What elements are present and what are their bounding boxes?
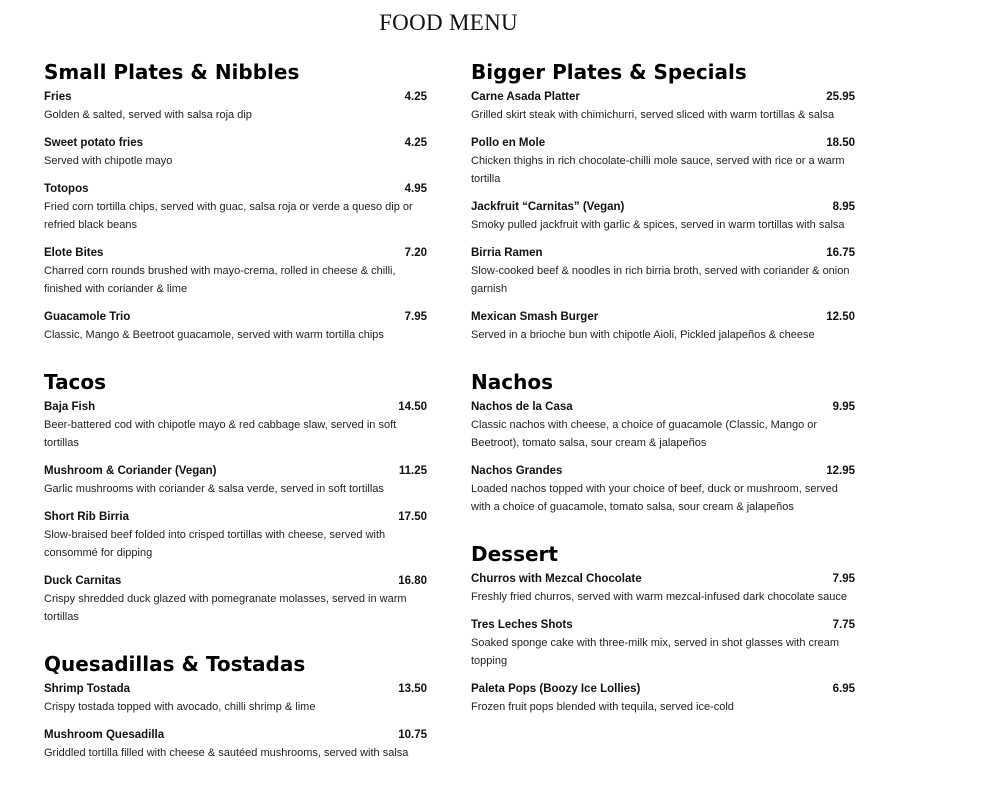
menu-item [471, 570, 855, 606]
menu-item-header [471, 198, 855, 216]
section-title: Dessert [471, 542, 558, 566]
menu-item-price: 7.75 [832, 619, 855, 631]
menu-item-price: 13.50 [398, 683, 427, 695]
menu-item-price: 16.75 [826, 247, 855, 259]
menu-item-name: Nachos de la Casa [471, 401, 573, 413]
menu-item-name: Guacamole Trio [44, 311, 131, 323]
menu-item-description: Freshly fried churros, served with warm mezcal-infused dark chocolate sauce [471, 591, 847, 603]
menu-item [471, 462, 855, 516]
menu-item-description: Loaded nachos topped with your choice of beef, duck or mushroom, served with a choice of guacamole, tomato salsa, sour cream & jalapeños [471, 483, 838, 513]
menu-item-price: 7.95 [404, 311, 427, 323]
menu-item-header [471, 308, 855, 326]
menu-item [471, 88, 855, 124]
menu-item-name: Elote Bites [44, 247, 104, 259]
left-column [44, 58, 427, 786]
menu-item-header [471, 680, 855, 698]
menu-item-header [471, 462, 855, 480]
menu-item-description: Fried corn tortilla chips, served with guac, salsa roja or verde a queso dip or refried black beans [44, 201, 413, 231]
menu-item-price: 4.95 [404, 183, 427, 195]
menu-item-price: 25.95 [826, 91, 855, 103]
menu-item-name: Pollo en Mole [471, 137, 546, 149]
page-title: FOOD MENU [379, 10, 518, 35]
menu-item-price: 9.95 [832, 401, 855, 413]
menu-item-name: Fries [44, 91, 72, 103]
menu-item [471, 308, 855, 344]
menu-item-name: Duck Carnitas [44, 575, 122, 587]
menu-item-description: Crispy shredded duck glazed with pomegranate molasses, served in warm tortillas [44, 593, 407, 623]
menu-item-price: 7.95 [832, 573, 855, 585]
menu-item-description: Frozen fruit pops blended with tequila, served ice-cold [471, 701, 734, 713]
menu-item-description: Slow-braised beef folded into crisped tortillas with cheese, served with consommé for dipping [44, 529, 386, 559]
menu-item-header [471, 616, 855, 634]
menu-item [44, 726, 427, 762]
menu-section-bigger-plates-specials [471, 58, 855, 344]
menu-item-name: Shrimp Tostada [44, 683, 131, 695]
section-title: Tacos [44, 370, 107, 394]
menu-item-header [44, 180, 427, 198]
menu-item-header [44, 726, 427, 744]
menu-item-description: Beer-battered cod with chipotle mayo & red cabbage slaw, served in soft tortillas [44, 419, 397, 449]
menu-item-name: Carne Asada Platter [471, 91, 580, 103]
menu-item-name: Jackfruit “Carnitas” (Vegan) [471, 201, 625, 213]
menu-item-name: Mexican Smash Burger [471, 311, 599, 323]
menu-item [471, 616, 855, 670]
menu-item [44, 180, 427, 234]
menu-item-price: 4.25 [404, 137, 427, 149]
menu-item-header [471, 88, 855, 106]
menu-item-name: Short Rib Birria [44, 511, 129, 523]
section-title: Nachos [471, 370, 553, 394]
menu-item-price: 12.50 [826, 311, 855, 323]
menu-item-price: 14.50 [398, 401, 427, 413]
menu-item [471, 244, 855, 298]
menu-item-description: Slow-cooked beef & noodles in rich birria broth, served with coriander & onion garnish [471, 265, 850, 295]
menu-item-header [471, 134, 855, 152]
menu-item [471, 134, 855, 188]
menu-item-description: Charred corn rounds brushed with mayo-crema, rolled in cheese & chilli, finished with coriander & lime [44, 265, 396, 295]
menu-item [44, 244, 427, 298]
menu-item [44, 572, 427, 626]
menu-item-name: Totopos [44, 183, 89, 195]
menu-item-name: Paleta Pops (Boozy Ice Lollies) [471, 683, 641, 695]
menu-item-header [44, 88, 427, 106]
menu-item [44, 508, 427, 562]
menu-item-description: Soaked sponge cake with three-milk mix, served in shot glasses with cream topping [471, 637, 840, 667]
menu-item-header [44, 680, 427, 698]
menu-item-price: 17.50 [398, 511, 427, 523]
menu-item-price: 8.95 [832, 201, 855, 213]
menu-item-name: Mushroom Quesadilla [44, 729, 165, 741]
menu-item [44, 88, 427, 124]
menu-item-header [471, 244, 855, 262]
menu-item-price: 4.25 [404, 91, 427, 103]
menu-item-price: 6.95 [832, 683, 855, 695]
menu-item-header [44, 134, 427, 152]
menu-item-name: Nachos Grandes [471, 465, 563, 477]
menu-item-description: Crispy tostada topped with avocado, chilli shrimp & lime [44, 701, 316, 713]
menu-item-name: Churros with Mezcal Chocolate [471, 573, 642, 585]
menu-item-header [44, 398, 427, 416]
menu-item-price: 12.95 [826, 465, 855, 477]
section-title: Bigger Plates & Specials [471, 60, 747, 84]
section-title: Quesadillas & Tostadas [44, 652, 306, 676]
menu-item [471, 680, 855, 716]
right-column [471, 58, 855, 740]
menu-item-name: Baja Fish [44, 401, 96, 413]
menu-item-name: Mushroom & Coriander (Vegan) [44, 465, 217, 477]
menu-item-name: Birria Ramen [471, 247, 543, 259]
menu-item-price: 11.25 [398, 465, 427, 477]
menu-item [44, 462, 427, 498]
menu-item [44, 398, 427, 452]
menu-item-description: Golden & salted, served with salsa roja dip [44, 109, 252, 121]
menu-item-description: Classic nachos with cheese, a choice of guacamole (Classic, Mango or Beetroot), tomato salsa, sour cream & jalapeños [471, 419, 818, 449]
menu-item-name: Tres Leches Shots [471, 619, 573, 631]
menu-item [44, 308, 427, 344]
menu-item [471, 398, 855, 452]
menu-section-small-plates-nibbles [44, 58, 427, 344]
menu-item-description: Smoky pulled jackfruit with garlic & spices, served in warm tortillas with salsa [471, 219, 845, 231]
menu-item [471, 198, 855, 234]
menu-item-header [44, 244, 427, 262]
menu-item-header [471, 570, 855, 588]
menu-item-header [44, 308, 427, 326]
menu-item-header [44, 508, 427, 526]
menu-item-price: 7.20 [404, 247, 427, 259]
menu-section-quesadillas-tostadas [44, 650, 427, 762]
menu-item-name: Sweet potato fries [44, 137, 144, 149]
menu-section-nachos [471, 368, 855, 516]
menu-item-description: Classic, Mango & Beetroot guacamole, served with warm tortilla chips [44, 329, 384, 341]
section-title: Small Plates & Nibbles [44, 60, 300, 84]
menu-item [44, 680, 427, 716]
menu-section-dessert [471, 540, 855, 716]
menu-item-description: Served in a brioche bun with chipotle Aioli, Pickled jalapeños & cheese [471, 329, 815, 341]
menu-item-description: Grilled skirt steak with chimichurri, served sliced with warm tortillas & salsa [471, 109, 835, 121]
menu-item-price: 10.75 [398, 729, 427, 741]
menu-item-price: 16.80 [398, 575, 427, 587]
menu-item-header [44, 462, 427, 480]
menu-item-price: 18.50 [826, 137, 855, 149]
menu-item-description: Chicken thighs in rich chocolate-chilli mole sauce, served with rice or a warm tortilla [471, 155, 845, 185]
menu-item-description: Garlic mushrooms with coriander & salsa verde, served in soft tortillas [44, 483, 384, 495]
menu-item-header [471, 398, 855, 416]
menu-item [44, 134, 427, 170]
menu-section-tacos [44, 368, 427, 626]
menu-item-description: Griddled tortilla filled with cheese & sautéed mushrooms, served with salsa [44, 747, 409, 759]
menu-item-description: Served with chipotle mayo [44, 155, 173, 167]
menu-item-header [44, 572, 427, 590]
